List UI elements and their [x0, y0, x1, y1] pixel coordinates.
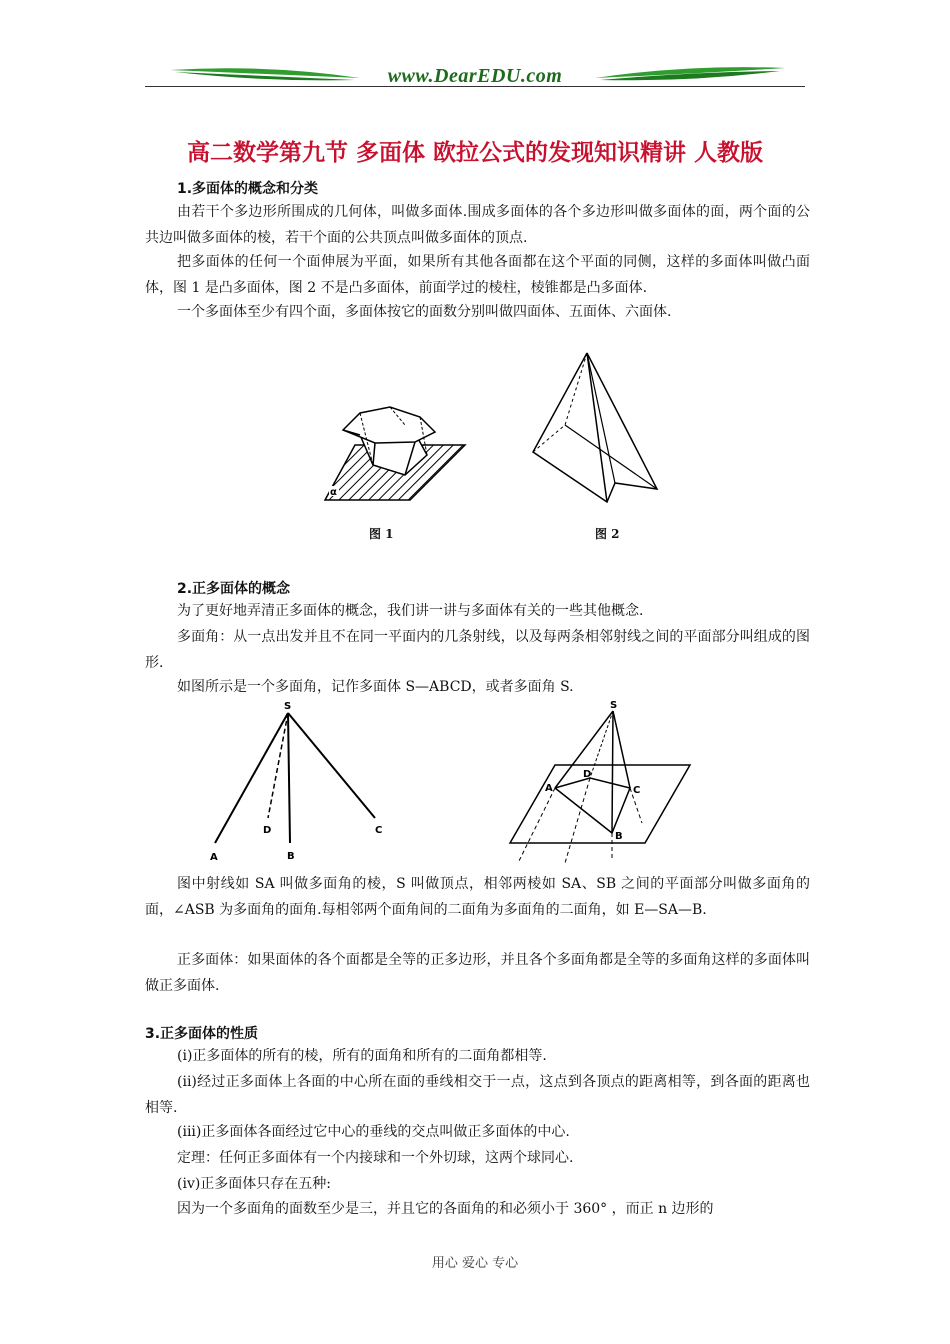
label-C-2: C — [633, 785, 641, 796]
figure-1-convex-polyhedron — [325, 407, 465, 500]
header-rule — [145, 86, 805, 87]
section3-theorem: 定理：任何正多面体有一个内接球和一个外切球，这两个球同心. — [177, 1150, 574, 1166]
section3-item-2: (ii)经过正多面体上各面的中心所在面的垂线相交于一点，这点到各顶点的距离相等，到各面的距离也相等. — [145, 1074, 810, 1116]
figure-2-nonconvex-polyhedron — [533, 353, 657, 502]
section2-paragraph-2: 多面角：从一点出发并且不在同一平面内的几条射线，以及每两条相邻射线之间的平面部分叫组成的图形. — [145, 629, 810, 671]
figure-1-plane-label: α — [330, 487, 337, 498]
figure-1-caption: 图 1 — [369, 527, 394, 541]
label-A-2: A — [545, 783, 553, 794]
section3-item-4: (iv)正多面体只存在五种: — [177, 1176, 332, 1192]
label-D: D — [263, 825, 272, 836]
section2-paragraph-3: 如图所示是一个多面角，记作多面体 S—ABCD，或者多面角 S. — [177, 679, 574, 695]
section2-paragraph-4: 图中射线如 SA 叫做多面角的棱，S 叫做顶点，相邻两棱如 SA、SB 之间的平面部分叫做多面角的面，∠ASB 为多面角的面角.每相邻两个面角间的二面角为多面角的二面角，如 E—SA—B. — [145, 876, 810, 918]
polyhedral-angle-rays — [210, 701, 382, 863]
site-logo-text: www.DearEDU.com — [387, 65, 563, 87]
page-footer: 用心 爱心 专心 — [431, 1256, 519, 1271]
section1-paragraph-1: 由若干个多边形所围成的几何体，叫做多面体.围成多面体的各个多边形叫做多面体的面，两个面的公共边叫做多面体的棱，若干个面的公共顶点叫做多面体的顶点. — [145, 204, 810, 246]
section1-heading: 1.多面体的概念和分类 — [177, 181, 319, 197]
label-C: C — [375, 825, 383, 836]
figure-2-caption: 图 2 — [595, 527, 620, 541]
section2-heading: 2.正多面体的概念 — [177, 581, 291, 597]
figure-1-2 — [315, 345, 675, 545]
section3-heading: 3.正多面体的性质 — [145, 1026, 259, 1042]
section3-item-3: (iii)正多面体各面经过它中心的垂线的交点叫做正多面体的中心. — [177, 1124, 570, 1140]
polyhedral-angle-figures — [200, 693, 700, 868]
label-B-2: B — [615, 831, 623, 842]
page-title: 高二数学第九节 多面体 欧拉公式的发现知识精讲 人教版 — [186, 140, 764, 166]
label-D-2: D — [583, 769, 592, 780]
label-A: A — [210, 852, 218, 863]
section1-paragraph-3: 一个多面体至少有四个面，多面体按它的面数分别叫做四面体、五面体、六面体. — [177, 304, 672, 320]
section2-paragraph-1: 为了更好地弄清正多面体的概念，我们讲一讲与多面体有关的一些其他概念. — [177, 603, 644, 619]
section1-paragraph-2: 把多面体的任何一个面伸展为平面，如果所有其他各面都在这个平面的同侧，这样的多面体叫做凸面体，图 1 是凸多面体，图 2 不是凸多面体，前面学过的棱柱，棱锥都是凸多面体. — [145, 254, 810, 296]
section3-last-paragraph: 因为一个多面角的面数至少是三，并且它的各面角的和必须小于 360° ，而正 n 边形的 — [177, 1201, 714, 1217]
polyhedral-angle-with-plane — [510, 700, 690, 863]
label-S: S — [284, 701, 292, 712]
label-S-2: S — [610, 700, 618, 711]
section3-item-1: (i)正多面体的所有的棱，所有的面角和所有的二面角都相等. — [177, 1048, 547, 1064]
section2-paragraph-5: 正多面体：如果面体的各个面都是全等的正多边形，并且各个多面角都是全等的多面角这样的多面体叫做正多面体. — [145, 952, 810, 994]
header-banner — [145, 60, 805, 94]
label-B: B — [287, 851, 295, 862]
